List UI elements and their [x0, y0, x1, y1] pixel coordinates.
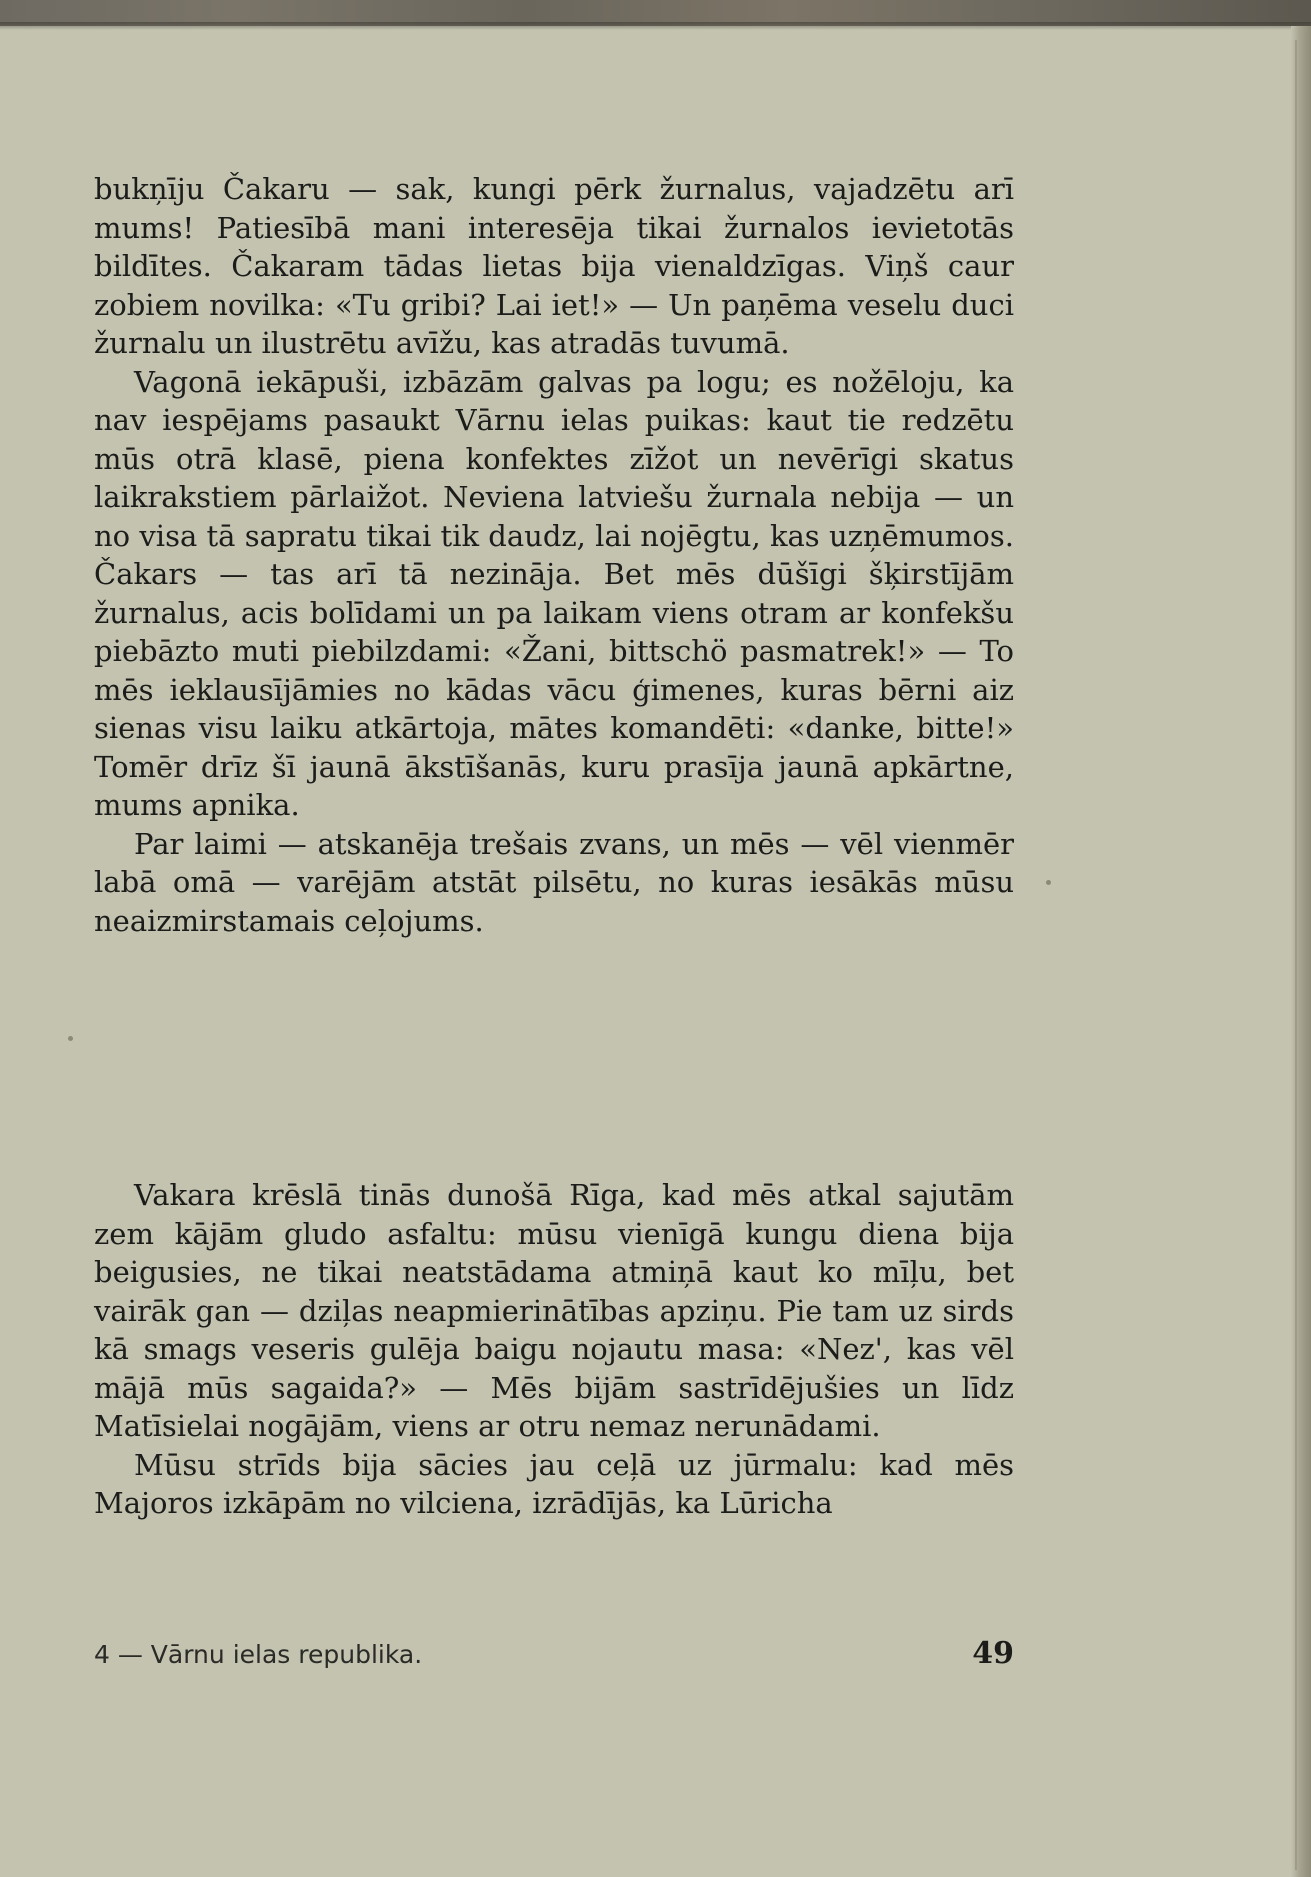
- footer-signature: 4 — Vārnu ielas republika.: [94, 1640, 423, 1669]
- paragraph-2: Vagonā iekāpuši, izbāzām galvas pa logu; es nožēloju, ka nav iespējams pasaukt Vārnu ielas puikas: kaut tie redzētu mūs otrā klasē, piena konfektes zīžot un nevērīgi skatus laikrakstiem pārlaižot. Neviena latviešu žurnala nebija — un no visa tā sapratu tikai tik daudz, lai nojēgtu, kas uzņēmumos. Čakars — tas arī tā nezināja. Bet mēs dūšīgi šķirstījām žurnalus, acis bolīdami un pa laikam viens otram ar konfekšu piebāzto muti piebilzdami: «Žani, bittschö pasmatrek!» — To mēs ieklausījāmies no kādas vācu ģimenes, kuras bērni aiz sienas visu laiku atkārtoja, mātes komandēti: «danke, bitte!» Tomēr drīz šī jaunā ākstīšanās, kuru prasīja jaunā apkārtne, mums apnika.: [94, 364, 1014, 822]
- paragraph-3: Par laimi — atskanēja trešais zvans, un mēs — vēl vienmēr labā omā — varējām atstāt pilsētu, no kuras iesākās mūsu neaizmirstamais ceļojums.: [94, 826, 1014, 938]
- paper-speck: [68, 1036, 73, 1041]
- page-number: 49: [972, 1636, 1014, 1671]
- paragraph-4: Vakara krēslā tinās dunošā Rīga, kad mēs atkal sajutām zem kājām gludo asfaltu: mūsu vienīgā kungu diena bija beigusies, ne tikai neatstādama atmiņā kaut ko mīļu, bet vairāk gan — dziļas neapmierinātības apziņu. Pie tam uz sirds kā smags veseris gulēja baigu nojautu masa: «Nez', kas vēl mājā mūs sagaida?» — Mēs bijām sastrīdējušies un līdz Matīsielai nogājām, viens ar otru nemaz nerunādami.: [94, 1178, 1014, 1443]
- text-block-second-section: [94, 1176, 1014, 1523]
- page-right-edge: [1291, 26, 1311, 1877]
- page-top-shadow: [0, 22, 1311, 30]
- text-block-first-section: [94, 170, 1014, 940]
- paragraph-5: Mūsu strīds bija sācies jau ceļā uz jūrmalu: kad mēs Majoros izkāpām no vilciena, izrādījās, ka Lūricha: [94, 1447, 1014, 1520]
- paper-speck: [1046, 880, 1051, 885]
- page-right-edge-line: [1295, 40, 1297, 1870]
- page-footer: [94, 1636, 1014, 1672]
- paragraph-1: bukņīju Čakaru — sak, kungi pērk žurnalus, vajadzētu arī mums! Patiesībā mani interesēja tikai žurnalos ievietotās bildītes. Čakaram tādas lietas bija vienaldzīgas. Viņš caur zobiem novilka: «Tu gribi? Lai iet!» — Un paņēma veselu duci žurnalu un ilustrētu avīžu, kas atradās tuvumā.: [94, 172, 1014, 360]
